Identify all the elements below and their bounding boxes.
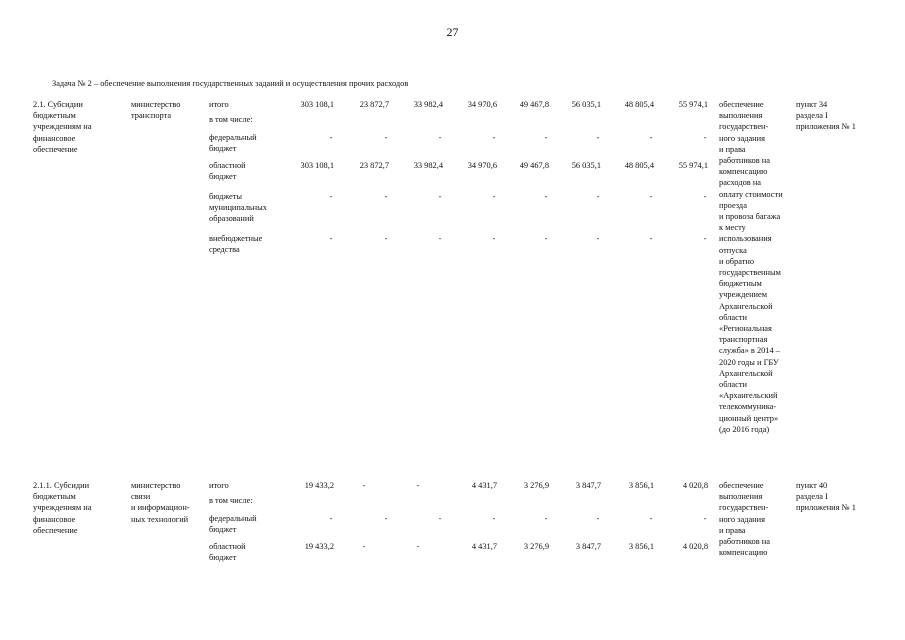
expected-result: государствен-	[719, 503, 769, 513]
funding-source-including: в том числе:	[209, 115, 253, 124]
executor: и информацион-	[131, 503, 190, 513]
reference: пункт 34	[796, 100, 828, 109]
expected-result: Архангельской	[719, 368, 773, 378]
funding-source-federal: бюджет	[209, 144, 237, 154]
expected-result: учреждением	[719, 290, 768, 300]
expected-result: и провоза багажа	[719, 212, 781, 221]
value-federal: -	[492, 133, 496, 142]
value-extrabudgetary: -	[438, 234, 442, 243]
value-federal: -	[596, 514, 600, 523]
value-total: 55 974,1	[678, 100, 708, 109]
reference: раздела I	[796, 111, 828, 121]
value-total: -	[362, 481, 366, 490]
executor: министерство	[131, 100, 181, 109]
expected-result: работников на	[719, 156, 770, 165]
value-municipal: -	[384, 192, 388, 201]
expected-result: отпуска	[719, 245, 747, 255]
executor: министерство	[131, 481, 181, 490]
executor: транспорта	[131, 111, 172, 121]
task-title: Задача № 2 – обеспечение выполнения государственных заданий и осуществления прочих расходов	[52, 79, 409, 88]
page-number: 27	[446, 25, 459, 39]
value-federal: -	[329, 514, 333, 523]
value-total: 34 970,6	[467, 100, 497, 109]
value-total: 56 035,1	[571, 100, 601, 109]
value-regional: 4 431,7	[471, 542, 497, 551]
value-total: 3 276,9	[523, 481, 549, 490]
value-regional: -	[362, 542, 366, 551]
expected-result: к месту	[719, 223, 746, 233]
value-extrabudgetary: -	[384, 234, 388, 243]
expected-result: телекоммуника-	[719, 402, 777, 412]
expected-result: области	[719, 380, 747, 389]
item-name: обеспечение	[33, 525, 78, 535]
value-regional: 4 020,8	[682, 542, 708, 551]
item-name: учреждениям на	[33, 122, 92, 132]
value-federal: -	[703, 133, 707, 142]
value-total: 23 872,7	[359, 100, 389, 109]
value-regional: 303 108,1	[300, 161, 334, 170]
expected-result: расходов на	[719, 178, 762, 188]
expected-result: государственным	[719, 268, 781, 277]
value-regional: 3 276,9	[523, 542, 549, 551]
value-municipal: -	[649, 192, 653, 201]
funding-source-municipal: муниципальных	[209, 203, 267, 213]
value-extrabudgetary: -	[329, 234, 333, 243]
funding-source-regional: бюджет	[209, 172, 237, 182]
expected-result: 2020 годы и ГБУ	[719, 357, 779, 367]
value-total: 49 467,8	[519, 100, 549, 109]
value-municipal: -	[492, 192, 496, 201]
value-extrabudgetary: -	[544, 234, 548, 243]
value-federal: -	[596, 133, 600, 142]
executor: связи	[131, 492, 151, 502]
expected-result: служба» в 2014 –	[719, 346, 780, 356]
value-total: 4 020,8	[682, 481, 708, 490]
funding-source-regional: бюджет	[209, 553, 237, 563]
value-total: 48 805,4	[624, 100, 654, 109]
expected-result: обеспечение	[719, 100, 764, 109]
expected-result: «Архангельский	[719, 391, 778, 401]
value-federal: -	[649, 514, 653, 523]
expected-result: транспортная	[719, 335, 768, 345]
expected-result: ного задания	[719, 133, 765, 143]
item-name: финансовое	[33, 514, 76, 524]
value-regional: 55 974,1	[678, 161, 708, 170]
value-federal: -	[384, 133, 388, 142]
expected-result: бюджетным	[719, 279, 762, 289]
value-total: 303 108,1	[300, 100, 334, 109]
expected-result: оплату стоимости	[719, 189, 783, 199]
expected-result: выполнения	[719, 492, 763, 502]
value-federal: -	[384, 514, 388, 523]
expected-result: Архангельской	[719, 301, 773, 311]
funding-source-including: в том числе:	[209, 496, 253, 505]
expected-result: области	[719, 312, 747, 322]
funding-source-municipal: бюджеты	[209, 192, 243, 201]
value-extrabudgetary: -	[596, 234, 600, 243]
value-municipal: -	[544, 192, 548, 201]
value-total: 33 982,4	[413, 100, 443, 109]
value-extrabudgetary: -	[649, 234, 653, 243]
expected-result: и права	[719, 525, 746, 535]
value-municipal: -	[703, 192, 707, 201]
value-regional: 49 467,8	[519, 161, 549, 170]
expected-result: обеспечение	[719, 481, 764, 490]
expected-result: работников на	[719, 537, 770, 546]
reference: раздела I	[796, 492, 828, 502]
value-federal: -	[329, 133, 333, 142]
value-regional: -	[416, 542, 420, 551]
funding-source-federal: бюджет	[209, 525, 237, 535]
funding-source-extrabudgetary: средства	[209, 245, 240, 255]
value-total: 3 856,1	[628, 481, 654, 490]
expected-result: «Региональная	[719, 324, 772, 333]
value-regional: 34 970,6	[467, 161, 497, 170]
expected-result: и обратно	[719, 256, 755, 266]
value-federal: -	[544, 133, 548, 142]
value-regional: 48 805,4	[624, 161, 654, 170]
expected-result: выполнения	[719, 111, 763, 121]
expected-result: ного задания	[719, 514, 765, 524]
value-regional: 33 982,4	[413, 161, 443, 170]
item-name: финансовое	[33, 133, 76, 143]
value-total: 3 847,7	[575, 481, 601, 490]
value-federal: -	[649, 133, 653, 142]
value-federal: -	[438, 514, 442, 523]
value-regional: 56 035,1	[571, 161, 601, 170]
funding-source-federal: федеральный	[209, 133, 257, 142]
item-name: бюджетным	[33, 492, 76, 502]
expected-result: (до 2016 года)	[719, 424, 770, 434]
value-federal: -	[492, 514, 496, 523]
funding-source-total: итого	[209, 100, 229, 109]
value-federal: -	[703, 514, 707, 523]
funding-source-municipal: образований	[209, 214, 254, 224]
expected-result: и права	[719, 144, 746, 154]
funding-source-extrabudgetary: внебюджетные	[209, 234, 263, 243]
funding-source-regional: областной	[209, 161, 246, 170]
reference: пункт 40	[796, 481, 828, 490]
value-total: -	[416, 481, 420, 490]
expected-result: компенсацию	[719, 548, 768, 558]
value-extrabudgetary: -	[703, 234, 707, 243]
item-name: бюджетным	[33, 111, 76, 121]
expected-result: компенсацию	[719, 167, 768, 177]
funding-source-total: итого	[209, 481, 229, 490]
funding-source-federal: федеральный	[209, 514, 257, 523]
expected-result: государствен-	[719, 122, 769, 132]
value-municipal: -	[438, 192, 442, 201]
value-total: 4 431,7	[471, 481, 497, 490]
value-regional: 23 872,7	[359, 161, 389, 170]
value-regional: 3 847,7	[575, 542, 601, 551]
item-name: обеспечение	[33, 144, 78, 154]
item-name: 2.1.1. Субсидии	[33, 481, 90, 490]
value-regional: 19 433,2	[304, 542, 334, 551]
item-name: учреждениям на	[33, 503, 92, 513]
value-extrabudgetary: -	[492, 234, 496, 243]
expected-result: ционный центр»	[719, 413, 779, 423]
expected-result: использования	[719, 234, 772, 244]
executor: ных технологий	[131, 514, 189, 524]
expected-result: проезда	[719, 200, 747, 210]
funding-source-regional: областной	[209, 542, 246, 551]
value-federal: -	[438, 133, 442, 142]
value-federal: -	[544, 514, 548, 523]
value-municipal: -	[329, 192, 333, 201]
value-total: 19 433,2	[304, 481, 334, 490]
reference: приложения № 1	[796, 503, 856, 513]
reference: приложения № 1	[796, 122, 856, 132]
value-municipal: -	[596, 192, 600, 201]
item-name: 2.1. Субсидии	[33, 100, 83, 109]
value-regional: 3 856,1	[628, 542, 654, 551]
